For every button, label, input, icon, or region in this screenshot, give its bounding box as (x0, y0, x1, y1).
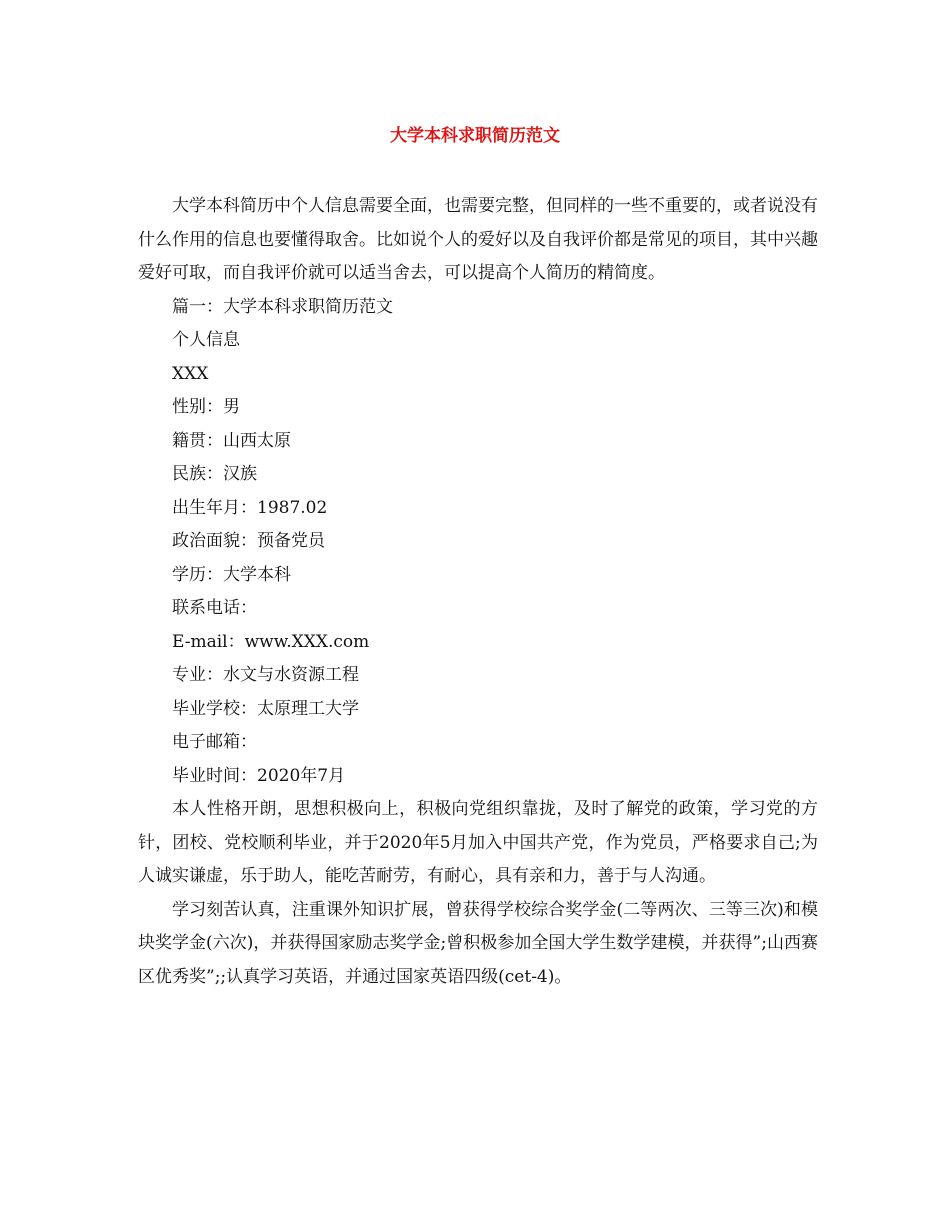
field-education: 学历：大学本科 (172, 564, 291, 585)
document-title: 大学本科求职简历范文 (390, 126, 560, 146)
document-body (138, 190, 818, 994)
info-heading: 个人信息 (172, 330, 240, 350)
study-paragraph: 学习刻苦认真，注重课外知识扩展，曾获得学校综合奖学金(二等两次、三等三次)和模块奖学金(六次)，并获得国家励志奖学金;曾积极参加全国大学生数学建模，并获得”;山西赛区优秀奖”;;认真学习英语，并通过国家英语四级(cet-4)。 (138, 899, 818, 987)
field-graduation-date: 毕业时间：2020年7月 (172, 765, 346, 786)
field-birth-date: 出生年月：1987.02 (172, 497, 328, 518)
field-email: 电子邮箱： (172, 732, 257, 752)
field-hometown: 籍贯：山西太原 (172, 430, 291, 451)
field-ethnicity: 民族：汉族 (172, 464, 257, 484)
field-major: 专业：水文与水资源工程 (172, 665, 359, 685)
intro-paragraph: 大学本科简历中个人信息需要全面，也需要完整，但同样的一些不重要的，或者说没有什么作用的信息也要懂得取舍。比如说个人的爱好以及自我评价都是常见的项目，其中兴趣爱好可取，而自我评价就可以适当舍去，可以提高个人简历的精简度。 (138, 196, 818, 283)
field-gender: 性别：男 (172, 397, 240, 417)
personality-paragraph: 本人性格开朗，思想积极向上，积极向党组织靠拢，及时了解党的政策，学习党的方针，团校、党校顺利毕业，并于2020年5月加入中国共产党，作为党员，严格要求自己;为人诚实谦虚，乐于助人，能吃苦耐劳，有耐心，具有亲和力，善于与人沟通。 (138, 799, 818, 886)
field-email-web: E-mail：www.XXX.com (172, 631, 370, 652)
field-political-status: 政治面貌：预备党员 (172, 531, 325, 551)
name-line: XXX (172, 363, 209, 384)
field-phone: 联系电话： (172, 598, 257, 618)
field-school: 毕业学校：太原理工大学 (172, 698, 359, 719)
section-heading: 篇一：大学本科求职简历范文 (172, 296, 393, 317)
